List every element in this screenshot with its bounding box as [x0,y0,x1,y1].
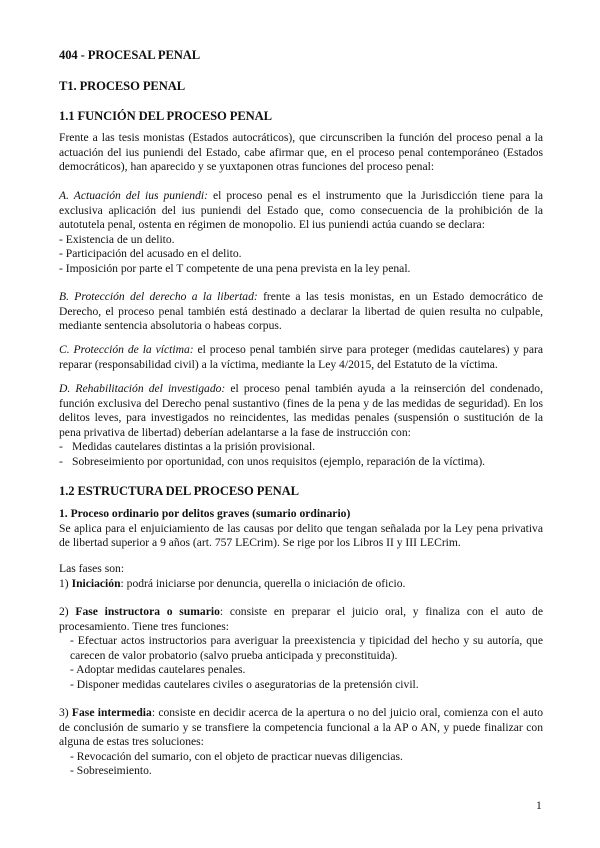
list-item: - Participación del acusado en el delito. [59,247,242,261]
list-item: - Medidas cautelares distintas a la prisión provisional. [59,440,316,454]
paragraph-b-label: B. Protección del derecho a la libertad: [59,290,258,303]
paragraph-a-text: el proceso penal es el instrumento que la Jurisdicción tiene para la exclusiva aplicación del ius puniendi del Estado que, como consecuencia de la prohibición de la autotutela penal, ostenta en régimen de monopolio. El ius puniendi actúa cuando se declara: [59,189,544,232]
paragraph-d-text: el proceso penal también ayuda a la reinserción del condenado, función exclusiva del Derecho penal sustantivo (fines de la pena y de las medidas de seguridad). En los delitos leves, para investigados no reincidentes, las medidas penales (suspensión o sustitución de la pena privativa de libertad) deberían adelantarse a la fase de instrucción con: [59,382,544,439]
page-number: 1 [536,799,542,812]
subsection-1-heading: 1. Proceso ordinario por delitos graves (sumario ordinario) [59,507,351,520]
list-item: - Sobreseimiento por oportunidad, con unos requisitos (ejemplo, reparación de la víctima). [59,454,486,468]
list-item: - Adoptar medidas cautelares penales. [70,663,246,677]
phases-block [59,562,543,591]
list-item: - Efectuar actos instructorios para averiguar la preexistencia y tipicidad del hecho y su autoría, que carecen de valor probatorio (salvo prueba anticipada y preconstituida). [70,634,543,662]
list-item: - Disponer medidas cautelares civiles o aseguratorias de la pretensión civil. [70,677,419,691]
phases-intro: Las fases son: [59,562,125,575]
intro-paragraph: Frente a las tesis monistas (Estados autocráticos), que circunscriben la función del proceso penal a la actuación del ius puniendi del Estado, cabe afirmar que, en el proceso penal contemporáneo (Estados democráticos), han aparecido y se yuxtaponen otras funciones del proceso penal: [59,131,543,174]
paragraph-c-label: C. Protección de la víctima: [59,343,194,356]
paragraph-d [59,382,543,470]
paragraph-c [59,343,543,372]
topic-title: T1. PROCESO PENAL [59,79,186,93]
phase-3: 3) Fase intermedia: consiste en decidir acerca de la apertura o no del juicio oral, comienza con el auto de conclusión de sumario y se transfiere la competencia funcional a la AP o AN, y puede finalizar con alguna de estas tres soluciones: - Revocación del sumario, con el objeto de practicar nuevas diligencias. - Sobreseimiento. [59,706,543,778]
section-heading-1-2: 1.2 ESTRUCTURA DEL PROCESO PENAL [59,484,299,498]
paragraph-c-text: el proceso penal también sirve para proteger (medidas cautelares) y para reparar (responsabilidad civil) a la víctima, mediante la Ley 4/2015, del Estatuto de la víctima. [59,343,543,371]
paragraph-a [59,189,543,277]
list-item: - Revocación del sumario, con el objeto de practicar nuevas diligencias. [70,749,403,763]
list-item: - Imposición por parte el T competente de una pena prevista en la ley penal. [59,261,411,275]
document-title: 404 - PROCESAL PENAL [59,48,201,62]
paragraph-b-text: frente a las tesis monistas, en un Estado democrático de Derecho, el proceso penal también está destinado a declarar la libertad de quien resulta no culpable, mediante sentencia absolutoria o habeas corpus. [59,290,543,333]
phase-1: 1) Iniciación: podrá iniciarse por denuncia, querella o iniciación de oficio. [59,576,406,590]
subsection-1-text: Se aplica para el enjuiciamiento de las causas por delito que tengan señalada por la Ley pena privativa de libertad superior a 9 años (art. 757 LECrim). Se rige por los Libros II y III LECrim. [59,521,543,550]
subsection-1 [59,507,543,551]
paragraph-d-label: D. Rehabilitación del investigado: [59,382,226,395]
list-item: - Existencia de un delito. [59,232,175,246]
phase-2: 2) Fase instructora o sumario: consiste en preparar el juicio oral, y finaliza con el auto de procesamiento. Tiene tres funciones: - Efectuar actos instructorios para averiguar la preexistencia y tipicidad del hecho y su autoría, que carecen de valor probatorio (salvo prueba anticipada y preconstituida). - Adoptar medidas cautelares penales. - Disponer medidas cautelares civiles o aseguratorias de la pretensión civil. [59,605,543,691]
section-heading-1-1: 1.1 FUNCIÓN DEL PROCESO PENAL [59,109,272,123]
list-item: - Sobreseimiento. [70,764,152,778]
paragraph-b [59,290,543,334]
paragraph-a-label: A. Actuación del ius puniendi: [59,189,208,202]
